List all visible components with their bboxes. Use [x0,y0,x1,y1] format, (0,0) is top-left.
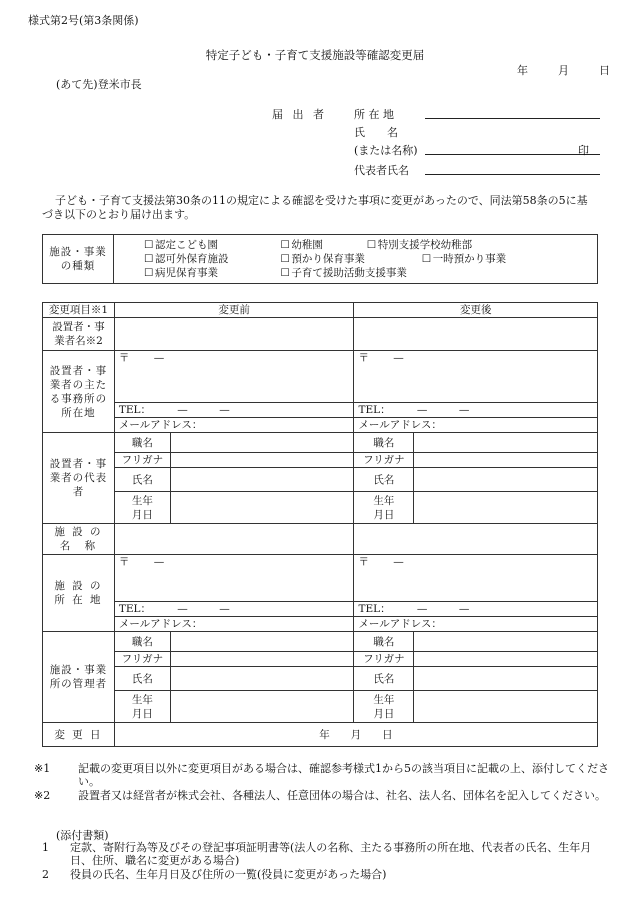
note-1-text: 記載の変更項目以外に変更項目がある場合は、確認参考様式1から5の該当項目に記載の上、添付してください。 [78,762,609,788]
facility-type-table [42,234,598,284]
note-1 [34,762,610,788]
attachment-2 [42,868,610,881]
office-email-after[interactable]: メールアドレス： [354,418,598,433]
rep-birth-label-after [354,492,414,524]
checkbox-kosodate[interactable]: ☐ [280,267,290,279]
facility-email-before[interactable]: メールアドレス： [114,617,354,632]
name-label: 氏 名 [354,126,398,139]
form-number: 様式第2号(第3条関係) [28,14,139,27]
facility-type-label: 施設・事業の種類 [43,235,114,284]
rep-name-before[interactable] [170,468,354,492]
option-kosodate: 子育て援助活動支援事業 [291,267,407,279]
office-postal-before[interactable]: 〒 — [114,351,354,403]
attachment-1-num: 1 [42,841,49,854]
rep-job-after[interactable] [414,433,598,453]
mgr-name-after[interactable] [414,667,598,691]
mgr-job-before[interactable] [170,632,354,652]
option-ninkagai: 認可外保育施設 [155,253,229,265]
facility-name-after[interactable] [354,524,598,555]
rep-job-label-after: 職名 [354,433,414,453]
header-before: 変更前 [114,303,354,318]
mgr-furigana-after[interactable] [414,652,598,667]
birth-line1: 生年 [131,693,153,706]
mgr-job-label-after: 職名 [354,632,414,652]
facility-postal-after[interactable]: 〒 — [354,555,598,602]
facility-row-3 [144,266,593,280]
year-label: 年 [517,64,528,77]
row-representative-label: 設置者・事業者の代表者 [43,433,115,524]
birth-line1: 生年 [131,494,153,507]
mgr-name-before[interactable] [170,667,354,691]
rep-furigana-after[interactable] [414,453,598,468]
checkbox-youchien[interactable]: ☐ [280,239,290,251]
option-ichiji: 一時預かり事業 [432,253,507,265]
rep-furigana-before[interactable] [170,453,354,468]
rep-label: 代表者氏名 [354,164,409,177]
rep-name-after[interactable] [414,468,598,492]
attachment-1 [42,841,610,867]
rep-birth-label-before [114,492,170,524]
address-field-line[interactable] [425,118,600,119]
mgr-furigana-before[interactable] [170,652,354,667]
option-tokubetsu: 特別支援学校幼稚部 [377,239,473,251]
checkbox-ninkagai[interactable]: ☐ [144,253,154,265]
option-byouji: 病児保育事業 [155,267,218,279]
change-date-label: 変 更 日 [43,723,115,747]
seal-mark: 印 [578,144,589,157]
rep-name-label-before: 氏名 [114,468,170,492]
attachment-2-num: 2 [42,868,49,881]
facility-name-before[interactable] [114,524,354,555]
checkbox-tokubetsu[interactable]: ☐ [366,239,377,251]
mgr-birth-label-before [114,691,170,723]
header-item: 変更項目※1 [43,303,115,318]
facility-postal-before[interactable]: 〒 — [114,555,354,602]
note-2-mark: ※2 [34,789,51,802]
changes-table [42,302,598,747]
office-email-before[interactable]: メールアドレス： [114,418,354,433]
option-azukari: 預かり保育事業 [291,253,365,265]
attachment-2-text: 役員の氏名、生年月日及び住所の一覧(役員に変更があった場合) [70,868,387,881]
mgr-name-label-before: 氏名 [114,667,170,691]
office-postal-after[interactable]: 〒 — [354,351,598,403]
intro-text: 子ども・子育て支援法第30条の11の規定による確認を受けた事項に変更があったので、同法第58条の5に基づき以下のとおり届け出ます。 [42,194,588,221]
birth-line1: 生年 [373,693,395,706]
rep-birth-before[interactable] [170,492,354,524]
row-operator-office-label: 設置者・事業者の主たる事務所の所在地 [43,351,115,433]
mgr-job-after[interactable] [414,632,598,652]
facility-tel-before[interactable]: TEL： — — [114,602,354,617]
mgr-name-label-after: 氏名 [354,667,414,691]
note-1-mark: ※1 [34,762,51,775]
rep-name-label-after: 氏名 [354,468,414,492]
option-nintei: 認定こども園 [155,239,218,251]
birth-line2: 月日 [373,707,395,720]
facility-type-options [114,235,598,284]
office-tel-after[interactable]: TEL： — — [354,403,598,418]
rep-field-line[interactable] [425,174,600,175]
rep-furigana-label-after: フリガナ [354,453,414,468]
mgr-furigana-label-before: フリガナ [114,652,170,667]
mgr-birth-after[interactable] [414,691,598,723]
address-label: 所 在 地 [354,108,394,121]
rep-job-before[interactable] [170,433,354,453]
checkbox-nintei[interactable]: ☐ [144,239,154,251]
row-facility-address-label: 施 設 の 所 在 地 [43,555,115,632]
rep-furigana-label-before: フリガナ [114,453,170,468]
name-field-line[interactable] [425,154,600,155]
birth-line2: 月日 [131,707,153,720]
facility-row-2 [144,252,593,266]
attachments-title: (添付書類) [56,829,109,842]
mgr-furigana-label-after: フリガナ [354,652,414,667]
rep-job-label-before: 職名 [114,433,170,453]
rep-birth-after[interactable] [414,492,598,524]
attachment-1-text: 定款、寄附行為等及びその登記事項証明書等(法人の名称、主たる事務所の所在地、代表者の氏名、生年月日、住所、職名に変更がある場合) [70,841,592,867]
option-youchien: 幼稚園 [291,239,323,251]
row-facility-name-label: 施 設 の 名 称 [43,524,115,555]
mgr-job-label-before: 職名 [114,632,170,652]
operator-name-after[interactable] [354,318,598,351]
change-date-value[interactable]: 年 月 日 [114,723,597,747]
facility-email-after[interactable]: メールアドレス： [354,617,598,632]
header-after: 変更後 [354,303,598,318]
date-line [517,62,610,78]
note-2 [34,789,610,802]
birth-line2: 月日 [131,508,153,521]
operator-name-before[interactable] [114,318,354,351]
form-title: 特定子ども・子育て支援施設等確認変更届 [205,48,425,62]
row-manager-label: 施設・事業所の管理者 [43,632,115,723]
day-label: 日 [599,64,610,77]
mgr-birth-before[interactable] [170,691,354,723]
checkbox-azukari[interactable]: ☐ [280,253,290,265]
checkbox-ichiji[interactable]: ☐ [421,253,432,265]
addressee: (あて先)登米市長 [56,78,142,91]
checkbox-byouji[interactable]: ☐ [144,267,154,279]
or-name-label: (または名称) [354,144,418,157]
birth-line1: 生年 [373,494,395,507]
note-2-text: 設置者又は経営者が株式会社、各種法人、任意団体の場合は、社名、法人名、団体名を記入してください。 [78,789,606,802]
office-tel-before[interactable]: TEL： — — [114,403,354,418]
month-label: 月 [558,64,569,77]
birth-line2: 月日 [373,508,395,521]
applicant-label: 届 出 者 [272,108,327,121]
facility-tel-after[interactable]: TEL： — — [354,602,598,617]
row-operator-name-label: 設置者・事業者名※2 [43,318,115,351]
mgr-birth-label-after [354,691,414,723]
facility-row-1 [144,238,593,252]
